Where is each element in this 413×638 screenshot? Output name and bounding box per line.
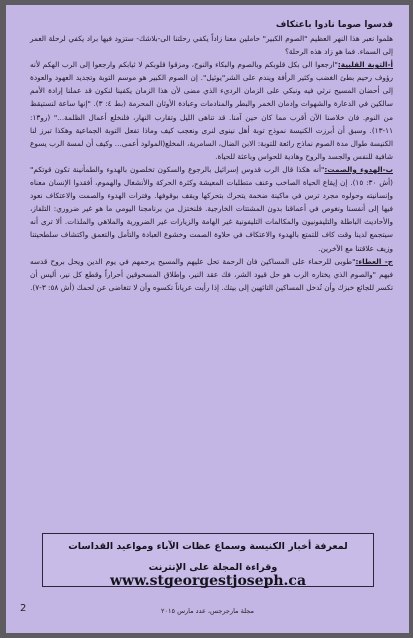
website-info-box (42, 533, 374, 587)
section-giving-text: "طوبى للرحماء على المساكين فان الرحمة تحل عليهم والمسيح يرحمهم في يوم الدين ويحل بروح قدسه فيهم "والصوم الذي يختاره الرب هو حل قيود الشر، فك عقد النير، وإطلاق المسحوقين أحراراً وقطع كل نير، أليس أن تكسر للجائع خبزك وأن تُدخل المساكين التائهين إلى بيتك. إذا رأيت عرياناً تكسوه وأن لا تتغاضى عن لحمك (أش ٥٨: ٣-٧). (30, 256, 393, 292)
info-line-2-text: وقراءة المجلة على الإنترنت (148, 562, 278, 573)
section-silence (30, 163, 393, 255)
section-giving-heading: ج- العطاء: (355, 256, 393, 266)
article-body (30, 19, 393, 294)
info-line-1: لمعرفة أخبار الكنيسة وسماع عظات الآباء ومواعيد القداسات (68, 541, 348, 552)
article-title: قدسوا صوما نادوا باعتكاف (275, 20, 393, 30)
section-giving (30, 255, 393, 294)
article-intro: هلموا نعبر هذا النهر العظيم "الصوم الكبير" حاملين معنا زاداً يكفي رحلتنا الى-بلاشك- ستزود فيها براد يكفي لرحلة العمر إلى السماء. فما هو زاد هذه الرحلة؟ (30, 34, 393, 57)
magazine-page (6, 5, 409, 633)
section-silence-heading: ب-الهدوء والصمت: (324, 164, 393, 174)
website-link[interactable]: www.stgeorgestjoseph.ca (109, 573, 307, 589)
page-number: 2 (20, 603, 27, 614)
section-repentance-heading: أ-التوبة القلبية: (337, 60, 393, 70)
section-repentance-text: "ارجعوا الى بكل قلوبكم وبالصوم والبكاء والنوح، ومزقوا قلوبكم لا ثيابكم وارجعوا إلى الرب الهكم لأنه رؤوف رحيم بطئ الغضب وكثير الرأفة ويندم على الشر"يوئيل". إن الصوم الكبير هو موسم التوبة وتجديد العهود والعودة إلى أحضان المسيح نرثي فيه ونبكي على الزمان الرديء الذي مضى لأن هذا الزمان يكفينا لنكون قد عملنا إرادة الأمم سالكين في الدعارة والشهوات وإدمان الخمر والبطر والمنادمات وعبادة الأوثان المحرمة (بط ٤: ٣). "إنها ساعة لنستيقظ من النوم. فان خلاصنا الآن أقرب مما كان حين آمنا. قد تناهى الليل وتقارب النهار، فلنخلع أعمال الظلمة..." (رو١٣: ١١-١٣). وسبق أن أبرزت الكنيسة نموذج توبة أهل نينوى لنرى ونعجب كيف وماذا تفعل التوبة الجماعية وهكذا تبرز لنا الكنيسة طوال مدة الصوم نماذج رائعة للتوبة: الابن الضال، السامرية، المخلع(المولود أعمى... وكيف أن لمسة الرب يسوع شافية للنفس والجسد والروح وهادية للحواس وباعثة للحياة. (30, 60, 393, 161)
section-repentance (30, 58, 393, 163)
page-footer: مجلة مارجرجس، عدد مارس ٢٠١٥ (161, 607, 254, 615)
section-silence-text: "أنه هكذا قال الرب قدوس إسرائيل بالرجوع والسكون تخلصون بالهدوء والطمأنينة تكون قوتكم"(أش ٣٠: ١٥). إن إيقاع الحياة الصاخب وعنف متطلبات المعيشة وكثرة الحركة والأنشغال والهموم، أفقدوا الإنسان معناه وإنسانيته وحولوه مجرد ترس في ماكينة ضخمة يتحرك بتحركها ويقف بوقوفها. وفترات الهدوء والصمت والاعتكاف نعود فيها إلى أنفسنا ونغوص في أعماقنا بدون المشتتات الخارجية. فلنختزل من برنامجنا اليومي ما هو غير ضروري: التلفاز، والأحاديث الباطلة والتليفونيون والمكالمات التليفونية غير الهامة والزيارات غير الضرورية والملاهي والملذات. ألا ترى أنه سيتجمع لدينا وقت كاف للتمتع بالهدوء والاعتكاف في حلاوة الصمت وخشوع العبادة والتأمل والتعمق واكتشاف سلطحيتنا وزيف علاقتنا مع الآخرين. (30, 164, 393, 253)
info-line-2 (43, 562, 373, 589)
